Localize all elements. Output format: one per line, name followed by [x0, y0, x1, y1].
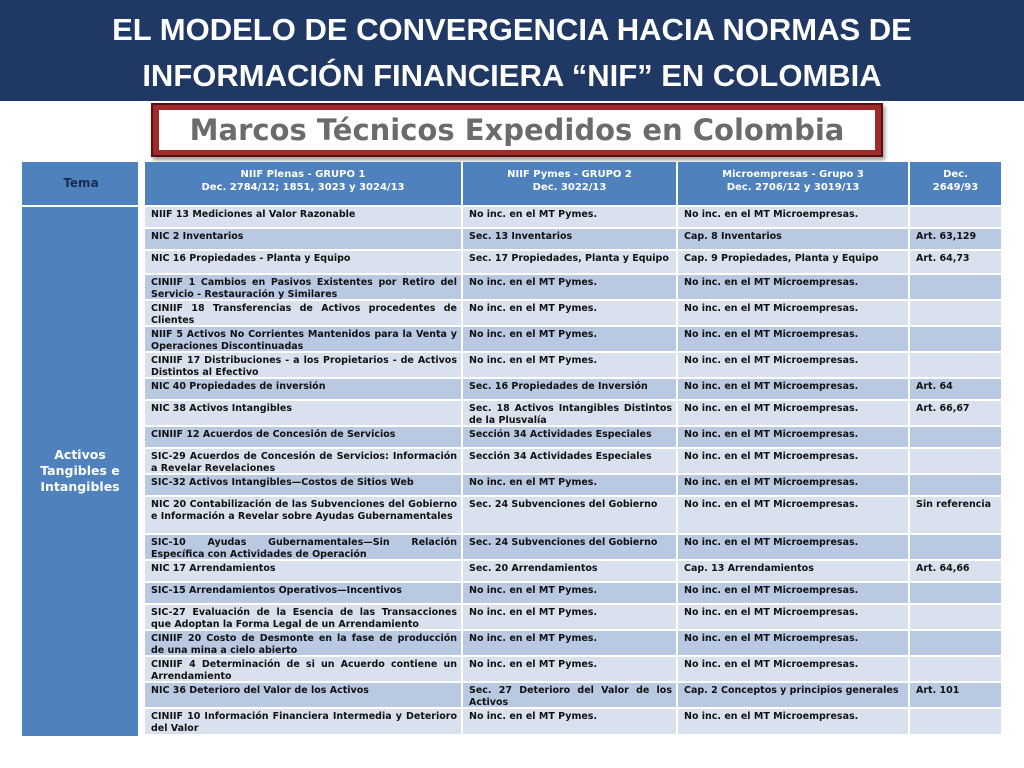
pymes-cell: No inc. en el MT Pymes.	[463, 631, 676, 655]
section-banner	[151, 103, 883, 157]
decree-cell	[910, 657, 1001, 681]
framework-cell: SIC-27 Evaluación de la Esencia de las Transacciones que Adoptan la Forma Legal de un Arrendamiento	[145, 605, 461, 629]
microempresas-cell: No inc. en el MT Microempresas.	[678, 207, 908, 227]
col-header-niif-plenas	[145, 162, 461, 205]
microempresas-cell: No inc. en el MT Microempresas.	[678, 709, 908, 734]
microempresas-cell: No inc. en el MT Microempresas.	[678, 327, 908, 351]
microempresas-cell: No inc. en el MT Microempresas.	[678, 401, 908, 425]
pymes-cell: Sec. 24 Subvenciones del Gobierno	[463, 535, 676, 559]
pymes-cell: No inc. en el MT Pymes.	[463, 709, 676, 734]
pymes-cell: No inc. en el MT Pymes.	[463, 657, 676, 681]
microempresas-cell: No inc. en el MT Microempresas.	[678, 427, 908, 447]
col-header-niif-pymes	[463, 162, 676, 205]
col-header-microempresas-line1: Microempresas - Grupo 3	[722, 169, 864, 180]
framework-cell: CINIIF 4 Determinación de si un Acuerdo contiene un Arrendamiento	[145, 657, 461, 681]
decree-cell	[910, 631, 1001, 655]
decree-cell	[910, 475, 1001, 495]
decree-cell	[910, 427, 1001, 447]
framework-cell: SIC-15 Arrendamientos Operativos—Incentivos	[145, 583, 461, 603]
framework-cell: NIC 36 Deterioro del Valor de los Activos	[145, 683, 461, 707]
decree-cell	[910, 535, 1001, 559]
microempresas-cell: No inc. en el MT Microempresas.	[678, 535, 908, 559]
framework-cell: NIC 16 Propiedades - Planta y Equipo	[145, 251, 461, 273]
slide-title-line-2: INFORMACIÓN FINANCIERA “NIF” EN COLOMBIA	[142, 58, 882, 93]
framework-cell: CINIIF 17 Distribuciones - a los Propietarios - de Activos Distintos al Efectivo	[145, 353, 461, 377]
framework-cell: CINIIF 10 Información Financiera Intermedia y Deterioro del Valor	[145, 709, 461, 734]
decree-cell	[910, 353, 1001, 377]
pymes-cell: Sec. 18 Activos Intangibles Distintos de la Plusvalía	[463, 401, 676, 425]
pymes-cell: Sec. 20 Arrendamientos	[463, 561, 676, 581]
framework-cell: SIC-10 Ayudas Gubernamentales—Sin Relación Específica con Actividades de Operación	[145, 535, 461, 559]
category-label	[22, 447, 138, 495]
pymes-cell: No inc. en el MT Pymes.	[463, 207, 676, 227]
category-label-line1: Activos	[54, 447, 106, 462]
col-header-microempresas-line2: Dec. 2706/12 y 3019/13	[726, 182, 860, 193]
col-header-niif-plenas-line1: NIIF Plenas - GRUPO 1	[240, 169, 366, 180]
framework-cell: NIIF 5 Activos No Corrientes Mantenidos para la Venta y Operaciones Discontinuadas	[145, 327, 461, 351]
microempresas-cell: No inc. en el MT Microempresas.	[678, 301, 908, 325]
pymes-cell: No inc. en el MT Pymes.	[463, 475, 676, 495]
col-header-niif-pymes-line2: Dec. 3022/13	[532, 182, 607, 193]
decree-cell: Art. 64	[910, 379, 1001, 399]
microempresas-cell: No inc. en el MT Microempresas.	[678, 353, 908, 377]
microempresas-cell: No inc. en el MT Microempresas.	[678, 449, 908, 473]
frameworks-table	[22, 162, 1001, 736]
decree-cell	[910, 583, 1001, 603]
category-label-cell	[22, 207, 138, 736]
section-banner-inner	[159, 110, 875, 150]
decree-cell	[910, 275, 1001, 299]
col-header-niif-plenas-line2: Dec. 2784/12; 1851, 3023 y 3024/13	[201, 182, 405, 193]
microempresas-cell: Cap. 2 Conceptos y principios generales	[678, 683, 908, 707]
microempresas-cell: Cap. 9 Propiedades, Planta y Equipo	[678, 251, 908, 273]
col-header-dec-2649-line1: Dec.	[943, 169, 968, 180]
microempresas-cell: No inc. en el MT Microempresas.	[678, 657, 908, 681]
decree-cell: Art. 101	[910, 683, 1001, 707]
framework-cell: NIC 40 Propiedades de inversión	[145, 379, 461, 399]
framework-cell: SIC-32 Activos Intangibles—Costos de Sitios Web	[145, 475, 461, 495]
microempresas-cell: No inc. en el MT Microempresas.	[678, 605, 908, 629]
pymes-cell: No inc. en el MT Pymes.	[463, 353, 676, 377]
framework-cell: NIIF 13 Mediciones al Valor Razonable	[145, 207, 461, 227]
pymes-cell: No inc. en el MT Pymes.	[463, 327, 676, 351]
pymes-cell: Sec. 16 Propiedades de Inversión	[463, 379, 676, 399]
decree-cell	[910, 605, 1001, 629]
decree-cell	[910, 301, 1001, 325]
decree-cell	[910, 207, 1001, 227]
framework-cell: NIC 17 Arrendamientos	[145, 561, 461, 581]
decree-cell	[910, 709, 1001, 734]
pymes-cell: Sección 34 Actividades Especiales	[463, 427, 676, 447]
framework-cell: CINIIF 18 Transferencias de Activos procedentes de Clientes	[145, 301, 461, 325]
tema-header-label: Tema	[63, 176, 99, 190]
framework-cell: CINIIF 1 Cambios en Pasivos Existentes por Retiro del Servicio - Restauración y Similares	[145, 275, 461, 299]
pymes-cell: No inc. en el MT Pymes.	[463, 583, 676, 603]
pymes-cell: No inc. en el MT Pymes.	[463, 605, 676, 629]
tema-header	[22, 162, 138, 205]
framework-cell: NIC 20 Contabilización de las Subvenciones del Gobierno e Información a Revelar sobre Ayudas Gubernamentales	[145, 497, 461, 533]
microempresas-cell: No inc. en el MT Microempresas.	[678, 583, 908, 603]
microempresas-cell: No inc. en el MT Microempresas.	[678, 631, 908, 655]
decree-cell	[910, 327, 1001, 351]
microempresas-cell: Cap. 8 Inventarios	[678, 229, 908, 249]
col-header-microempresas	[678, 162, 908, 205]
framework-cell: CINIIF 12 Acuerdos de Concesión de Servicios	[145, 427, 461, 447]
decree-cell: Sin referencia	[910, 497, 1001, 533]
section-banner-title: Marcos Técnicos Expedidos en Colombia	[189, 113, 845, 147]
pymes-cell: No inc. en el MT Pymes.	[463, 301, 676, 325]
decree-cell: Art. 63,129	[910, 229, 1001, 249]
col-header-niif-pymes-line1: NIIF Pymes - GRUPO 2	[507, 169, 632, 180]
pymes-cell: Sec. 13 Inventarios	[463, 229, 676, 249]
microempresas-cell: No inc. en el MT Microempresas.	[678, 379, 908, 399]
col-header-dec-2649-line2: 2649/93	[932, 182, 979, 193]
microempresas-cell: No inc. en el MT Microempresas.	[678, 497, 908, 533]
category-label-line3: Intangibles	[40, 479, 120, 494]
pymes-cell: No inc. en el MT Pymes.	[463, 275, 676, 299]
category-label-line2: Tangibles e	[40, 463, 120, 478]
decree-cell: Art. 64,73	[910, 251, 1001, 273]
framework-cell: SIC-29 Acuerdos de Concesión de Servicios: Información a Revelar Revelaciones	[145, 449, 461, 473]
pymes-cell: Sección 34 Actividades Especiales	[463, 449, 676, 473]
microempresas-cell: Cap. 13 Arrendamientos	[678, 561, 908, 581]
decree-cell	[910, 449, 1001, 473]
framework-cell: NIC 2 Inventarios	[145, 229, 461, 249]
microempresas-cell: No inc. en el MT Microempresas.	[678, 275, 908, 299]
slide-header	[0, 0, 1024, 101]
pymes-cell: Sec. 24 Subvenciones del Gobierno	[463, 497, 676, 533]
slide-title-line-1: EL MODELO DE CONVERGENCIA HACIA NORMAS DE	[112, 12, 912, 47]
pymes-cell: Sec. 27 Deterioro del Valor de los Activos	[463, 683, 676, 707]
framework-cell: NIC 38 Activos Intangibles	[145, 401, 461, 425]
framework-cell: CINIIF 20 Costo de Desmonte en la fase de producción de una mina a cielo abierto	[145, 631, 461, 655]
decree-cell: Art. 66,67	[910, 401, 1001, 425]
microempresas-cell: No inc. en el MT Microempresas.	[678, 475, 908, 495]
decree-cell: Art. 64,66	[910, 561, 1001, 581]
col-header-dec-2649	[910, 162, 1001, 205]
pymes-cell: Sec. 17 Propiedades, Planta y Equipo	[463, 251, 676, 273]
